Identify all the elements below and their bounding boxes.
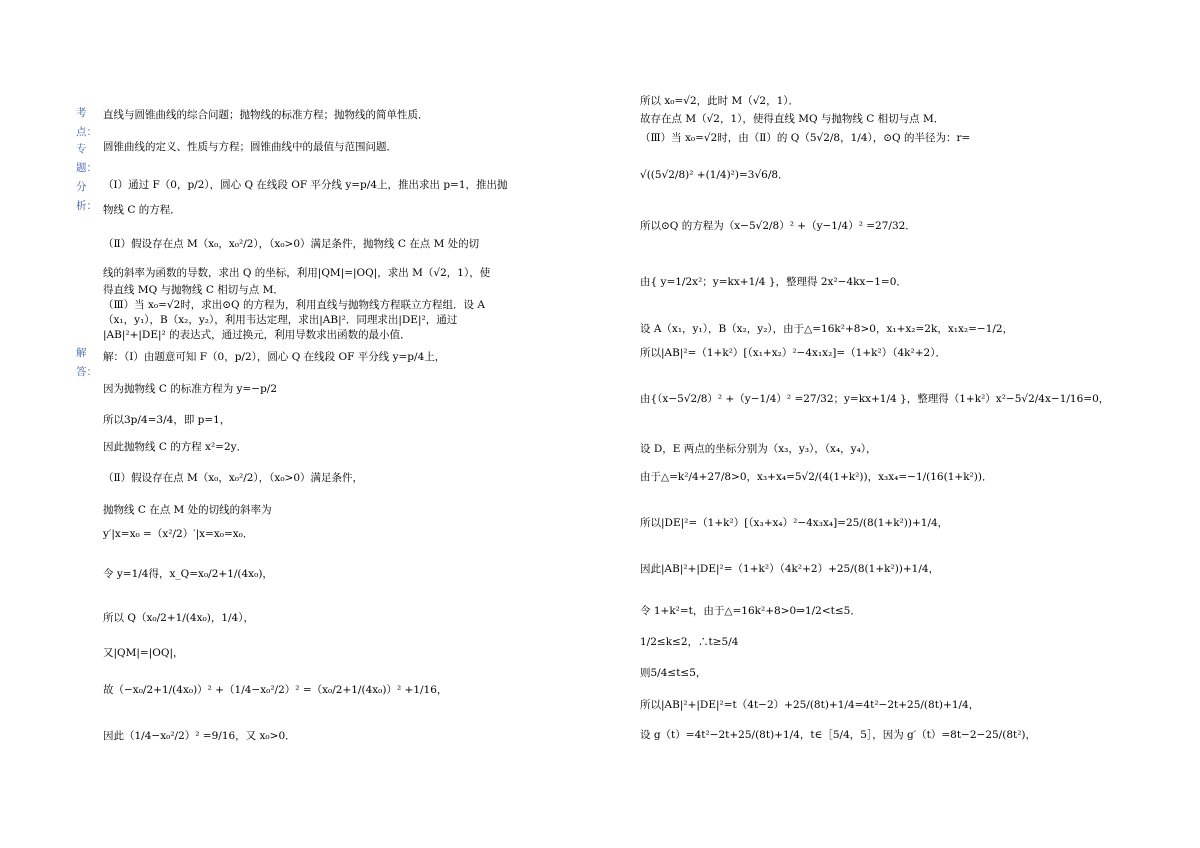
text-line: 抛物线 C 在点 M 处的切线的斜率为 [103, 504, 272, 516]
text-line: 故（−x₀/2+1/(4x₀)）² +（1/4−x₀²/2）² =（x₀/2+1/(4x₀)）² +1/16， [103, 684, 448, 696]
text-line: 因此抛物线 C 的方程 x²=2y． [103, 441, 248, 453]
tag-jieda: 解答： [76, 347, 97, 378]
text-line: 因此|AB|²+|DE|²=（1+k²）（4k²+2）+25/(8(1+k²))+1/4， [640, 563, 940, 575]
text-line: |AB|²+|DE|² 的表达式，通过换元，利用导数求出函数的最小值． [103, 329, 411, 341]
text-line: 直线与圆锥曲线的综合问题；抛物线的标准方程；抛物线的简单性质． [103, 109, 429, 121]
text-line: 物线 C 的方程． [103, 204, 181, 216]
text-line: 圆锥曲线的定义、性质与方程；圆锥曲线中的最值与范围问题． [103, 141, 397, 153]
text-line: 令 y=1/4得，x_Q=x₀/2+1/(4x₀)， [103, 568, 273, 580]
text-line: 所以|AB|²+|DE|²=t（4t−2）+25/(8t)+1/4=4t²−2t+25/(8t)+1/4， [640, 699, 980, 711]
text-line: 故存在点 M（√2，1），使得直线 MQ 与抛物线 C 相切与点 M． [640, 113, 945, 125]
text-line: 所以⊙Q 的方程为（x−5√2/8）² +（y−1/4）² =27/32． [640, 220, 916, 232]
text-line: （Ⅱ）假设存在点 M（x₀，x₀²/2），（x₀>0）满足条件，抛物线 C 在点 M 处的切 [103, 238, 480, 250]
text-line: 所以|DE|²=（1+k²）[（x₃+x₄）²−4x₃x₄]=25/(8(1+k²))+1/4， [640, 517, 949, 529]
text-line: y′|x=x₀ =（x²/2）′|x=x₀=x₀． [103, 528, 254, 540]
text-line: 由{（x−5√2/8）² +（y−1/4）² =27/32；y=kx+1/4 }，整理得（1+k²）x²−5√2/4x−1/16=0， [640, 393, 1110, 405]
text-line: （Ⅰ）通过 F（0，p/2），圆心 Q 在线段 OF 平分线 y=p/4上，推出求出 p=1，推出抛 [103, 179, 508, 191]
text-line: 设 g（t）=4t²−2t+25/(8t)+1/4，t∈［5/4，5］，因为 g′（t）=8t−2−25/(8t²)， [640, 729, 1037, 741]
text-line: 由于△=k²/4+27/8>0，x₃+x₄=5√2/(4(1+k²))，x₃x₄=−1/(16(1+k²))． [640, 471, 993, 483]
text-line: 令 1+k²=t，由于△=16k²+8>0⇒1/2<t≤5． [640, 605, 861, 617]
text-line: （Ⅱ）假设存在点 M（x₀，x₀²/2），（x₀>0）满足条件， [103, 472, 364, 484]
text-line: （Ⅲ）当 x₀=√2时，由（Ⅱ）的 Q（5√2/8，1/4），⊙Q 的半径为：r= [640, 132, 971, 144]
text-line: 设 A（x₁，y₁），B（x₂，y₂），由于△=16k²+8>0，x₁+x₂=2k，x₁x₂=−1/2， [640, 323, 1014, 335]
text-line: 因此（1/4−x₀²/2）² =9/16，又 x₀>0． [103, 730, 296, 742]
tag-kaodian: 考点： [76, 107, 97, 138]
tag-zhuanti: 专题： [76, 143, 97, 174]
text-line: 则5/4≤t≤5， [640, 667, 707, 679]
text-line: 1/2≤k≤2，∴t≥5/4 [640, 636, 739, 648]
text-line: 所以 x₀=√2，此时 M（√2，1）． [640, 95, 800, 107]
text-line: 得直线 MQ 与抛物线 C 相切与点 M． [103, 284, 284, 296]
text-line: 所以3p/4=3/4，即 p=1， [103, 414, 231, 426]
text-line: 设 D，E 两点的坐标分别为（x₃，y₃），（x₄，y₄）， [640, 443, 877, 455]
text-line: （x₁，y₁），B（x₂，y₂），利用韦达定理，求出|AB|²．同理求出|DE|²，通过 [103, 314, 458, 326]
text-line: 又|QM|=|OQ|， [103, 647, 184, 659]
text-line: 因为抛物线 C 的标准方程为 y=−p/2 [103, 383, 278, 395]
right-column [600, 0, 1200, 848]
text-line: 所以|AB|²=（1+k²）[（x₁+x₂）²−4x₁x₂]=（1+k²）（4k²+2）． [640, 347, 946, 359]
tag-fenxi: 分析： [76, 181, 97, 212]
text-line: 线的斜率为函数的导数，求出 Q 的坐标，利用|QM|=|OQ|，求出 M（√2，1），使 [103, 267, 491, 279]
text-line: 由{ y=1/2x²；y=kx+1/4 }，整理得 2x²−4kx−1=0． [640, 276, 907, 288]
text-line: （Ⅲ）当 x₀=√2时，求出⊙Q 的方程为，利用直线与抛物线方程联立方程组．设 A [103, 299, 485, 311]
text-line: 所以 Q（x₀/2+1/(4x₀)，1/4）， [103, 612, 254, 624]
text-line: 解：（Ⅰ）由题意可知 F（0，p/2），圆心 Q 在线段 OF 平分线 y=p/4上， [103, 351, 446, 363]
text-line: √((5√2/8)² +(1/4)²)=3√6/8． [640, 169, 789, 181]
